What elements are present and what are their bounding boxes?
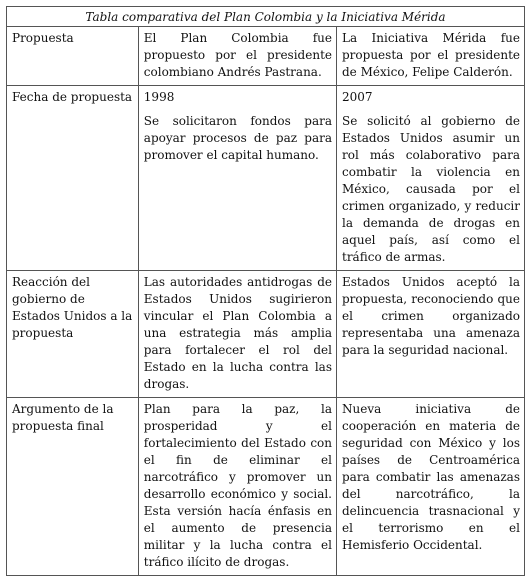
table-caption: Tabla comparativa del Plan Colombia y la Iniciativa Mérida: [7, 7, 525, 27]
cell-plan-colombia: [138, 86, 336, 271]
cell-iniciativa-merida: Estados Unidos aceptó la propuesta, reconociendo que el crimen organizado representaba una amenaza para la seguridad nacional.: [337, 271, 525, 398]
table-caption-row: [7, 7, 525, 27]
cell-plan-colombia: Plan para la paz, la prosperidad y el fortalecimiento del Estado con el fin de eliminar el narcotráfico y promover un desarrollo económico y social. Esta versión hacía énfasis en el aumento de presencia militar y la lucha contra el tráfico ilícito de drogas.: [138, 398, 336, 576]
cell-iniciativa-merida: La Iniciativa Mérida fue propuesta por el presidente de México, Felipe Calderón.: [337, 27, 525, 86]
cell-plan-colombia: El Plan Colombia fue propuesto por el presidente colombiano Andrés Pastrana.: [138, 27, 336, 86]
comparison-table-container: [6, 6, 525, 576]
cell-plan-colombia: Las autoridades antidrogas de Estados Unidos sugirieron vincular el Plan Colombia a una estrategia más amplia para fortalecer el rol del Estado en la lucha contra las drogas.: [138, 271, 336, 398]
date-value: 1998: [143, 90, 175, 104]
cell-text: Se solicitaron fondos para apoyar procesos de paz para promover el capital humano.: [143, 114, 332, 162]
comparison-table: [6, 6, 525, 576]
table-row-reaccion: [7, 271, 525, 398]
cell-iniciativa-merida: Nueva iniciativa de cooperación en materia de seguridad con México y los países de Centroamérica para combatir las amenazas del narcotráfico, la delincuencia trasnacional y el terrorismo en el Hemisferio Occidental.: [337, 398, 525, 576]
table-row-propuesta: [7, 27, 525, 86]
cell-text: Se solicitó al gobierno de Estados Unidos asumir un rol más colaborativo para combatir la violencia en México, causada por el crimen organizado, y reducir la demanda de drogas en aquel país, así como el tráfico de armas.: [342, 114, 520, 264]
row-label: Reacción del gobierno de Estados Unidos a la propuesta: [7, 271, 139, 398]
row-label: Argumento de la propuesta final: [7, 398, 139, 576]
table-row-argumento: [7, 398, 525, 576]
table-row-fecha: [7, 86, 525, 271]
row-label: Fecha de propuesta: [7, 86, 139, 271]
row-label: Propuesta: [7, 27, 139, 86]
date-value: 2007: [342, 90, 373, 104]
cell-iniciativa-merida: [337, 86, 525, 271]
